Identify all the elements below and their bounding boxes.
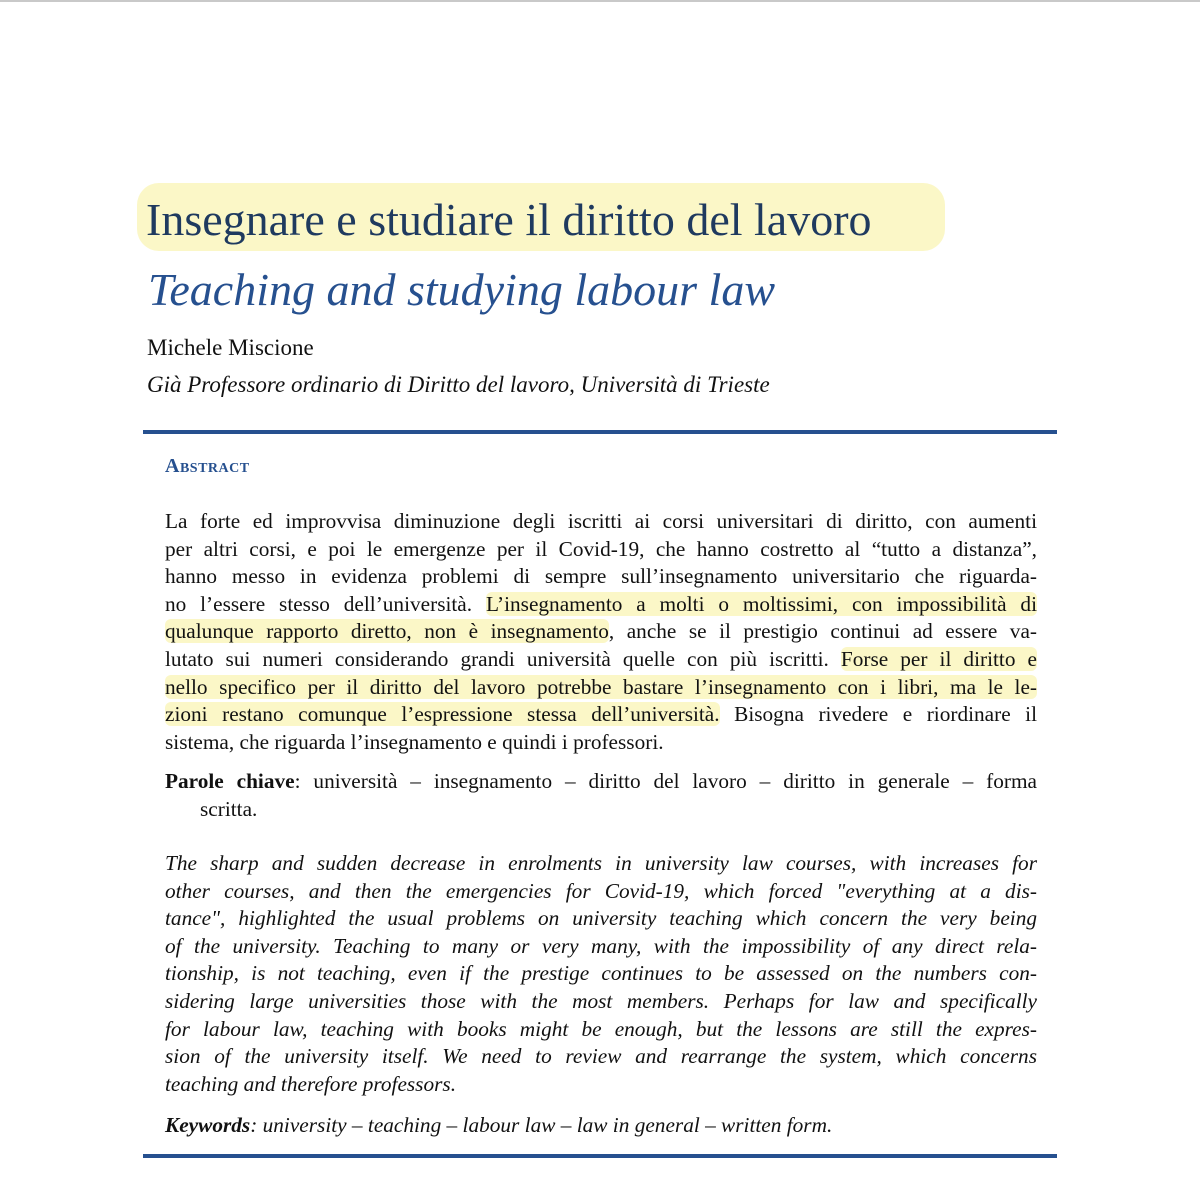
en-line: tance", highlighted the usual problems on university teaching which concern the very being: [165, 906, 1037, 931]
it-line: zioni restano comunque l’espressione stessa dell’università. Bisogna rivedere e riordinare il: [165, 702, 1038, 727]
author-affiliation: Già Professore ordinario di Diritto del lavoro, Università di Trieste: [147, 372, 770, 397]
it-line: [165, 674, 1037, 702]
highlighted-text: L’insegnamento a molti o moltissimi, con impossibilità di: [485, 591, 1038, 616]
author-name: Michele Miscione: [147, 335, 314, 360]
en-line: other courses, and then the emergencies for Covid-19, which forced "everything at a dis-: [165, 878, 1037, 903]
en-line: sidering large universities those with the most members. Perhaps for law and specifically: [165, 988, 1037, 1013]
abstract-heading: Abstract: [165, 455, 250, 477]
it-line: La forte ed improvvisa diminuzione degli iscritti ai corsi universitari di diritto, con aumenti: [165, 509, 1037, 533]
keywords-label: Keywords: [165, 1113, 251, 1137]
article-subtitle: Teaching and studying labour law: [148, 264, 775, 315]
en-line: tionship, is not teaching, even if the prestige continues to be assessed on the numbers con-: [165, 961, 1037, 986]
en-line: sion of the university itself. We need to review and rearrange the system, which concerns: [165, 1044, 1037, 1069]
bottom-divider: [143, 1154, 1057, 1158]
it-line: no l’essere stesso dell’università. L’insegnamento a molti o moltissimi, con impossibilità di: [165, 591, 1038, 616]
article-title: Insegnare e studiare il diritto del lavoro: [146, 194, 872, 245]
it-line: lutato sui numeri considerando grandi università quelle con più iscritti. Forse per il diritto e: [165, 646, 1037, 671]
en-line: The sharp and sudden decrease in enrolments in university law courses, with increases for: [165, 851, 1037, 875]
en-line: for labour law, teaching with books might be enough, but the lessons are still the expres-: [165, 1016, 1037, 1041]
highlighted-text: qualunque rapporto diretto, non è insegnamento: [165, 619, 609, 644]
abstract-english: [165, 850, 1037, 1098]
it-line: per altri corsi, e poi le emergenze per il Covid-19, che hanno costretto al “tutto a distanza”,: [165, 536, 1037, 561]
abstract-italian: [165, 508, 1037, 756]
highlighted-text: Forse per il diritto e: [840, 646, 1037, 671]
it-line: sistema, che riguarda l’insegnamento e quindi i professori.: [165, 729, 664, 754]
en-line: of the university. Teaching to many or very many, with the impossibility of any direct rela-: [165, 933, 1037, 958]
it-line: qualunque rapporto diretto, non è insegnamento, anche se il prestigio continui ad essere va-: [165, 619, 1037, 644]
keywords-label: Parole chiave: [165, 769, 295, 793]
highlighted-text: zioni restano comunque l’espressione stessa dell’università.: [165, 702, 720, 727]
highlighted-text: nello specifico per il diritto del lavoro potrebbe bastare l’insegnamento con i libri, ma le le-: [165, 674, 1037, 699]
keywords-english: Keywords: university – teaching – labour law – law in general – written form.: [165, 1113, 833, 1137]
top-divider: [143, 430, 1057, 434]
en-line: teaching and therefore professors.: [165, 1071, 457, 1096]
page-top-border: [0, 0, 1200, 2]
keywords-italian: Parole chiave: università – insegnamento – diritto del lavoro – diritto in generale – forma scritta.: [165, 769, 1038, 821]
it-line: hanno messo in evidenza problemi di sempre sull’insegnamento universitario che riguarda-: [165, 564, 1037, 589]
